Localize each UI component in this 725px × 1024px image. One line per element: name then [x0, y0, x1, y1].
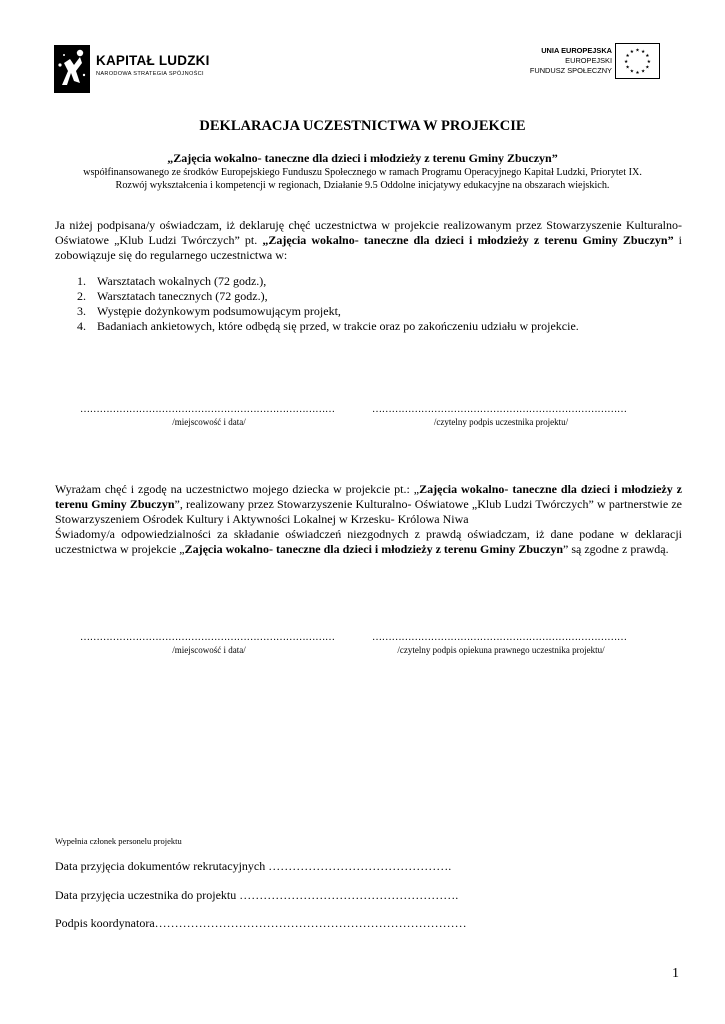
guardian-declaration	[55, 482, 682, 557]
svg-text:★: ★	[645, 54, 650, 60]
place-date-field[interactable]: ……………………………………………………………………	[80, 404, 335, 415]
place-date-field-2[interactable]: ……………………………………………………………………	[80, 632, 335, 643]
eu-logo-text	[530, 46, 612, 76]
list-item-number: 4.	[77, 319, 86, 333]
participant-signature-caption: /czytelny podpis uczestnika projektu/	[433, 417, 569, 427]
list-item-number: 1.	[77, 274, 86, 288]
guardian-declaration-text-c: Świadomy/a odpowiedzialności za składanie oświadczeń niezgodnych z prawdą oświadczam, iż dane podane w deklaracji uczestnictwa w projekcie „	[55, 527, 682, 556]
svg-text:★: ★	[629, 50, 634, 56]
svg-text:★: ★	[635, 48, 640, 54]
list-item-number: 2.	[77, 289, 86, 303]
list-item	[77, 319, 579, 334]
cofinancing-line-2: Rozwój wykształcenia i kompetencji w regionach, Działanie 9.5 Oddolne inicjatywy edukacyjne na obszarach wiejskich.	[115, 180, 610, 191]
eu-logo	[512, 43, 660, 83]
list-item	[77, 274, 579, 289]
svg-text:★: ★	[629, 69, 634, 75]
cofinancing-note	[0, 166, 725, 192]
documents-receipt-date-field[interactable]: Data przyjęcia dokumentów rekrutacyjnych ……………………………………….	[55, 859, 452, 873]
participation-list	[77, 274, 579, 334]
list-item-text: Warsztatach wokalnych (72 godz.),	[97, 274, 267, 288]
document-title: DEKLARACJA UCZESTNICTWA W PROJEKCIE	[199, 118, 526, 134]
guardian-declaration-project-1: Zajęcia wokalno- taneczne dla dzieci i młodzieży z terenu Gminy Zbuczyn	[55, 482, 682, 511]
place-date-caption: /miejscowość i data/	[172, 417, 246, 427]
participant-declaration	[55, 218, 682, 263]
svg-text:★: ★	[641, 50, 646, 56]
cofinancing-line-1: współfinansowanego ze środków Europejskiego Funduszu Społecznego w ramach Programu Operacyjnego Kapitał Ludzki, Priorytet IX.	[83, 167, 642, 178]
kapital-ludzki-subtitle: NARODOWA STRATEGIA SPÓJNOŚCI	[96, 71, 204, 77]
list-item-text: Badaniach ankietowych, które odbędą się przed, w trakcie oraz po zakończeniu udziału w projekcie.	[97, 319, 579, 333]
svg-text:★: ★	[641, 69, 646, 75]
svg-text:★: ★	[646, 59, 651, 65]
guardian-declaration-text-b: ”, realizowany przez Stowarzyszenie Kulturalno- Oświatowe „Klub Ludzi Twórczych” w partnerstwie ze Stowarzyszeniem Ośrodek Kultury i Aktywności Lokalnej w Krzesku- Królowa Niwa	[55, 497, 683, 526]
eu-logo-line2: EUROPEJSKI	[565, 56, 612, 65]
list-item	[77, 304, 579, 319]
list-item-text: Występie dożynkowym podsumowującym projekt,	[97, 304, 341, 318]
guardian-declaration-project-2: Zajęcia wokalno- taneczne dla dzieci i młodzieży z terenu Gminy Zbuczyn	[184, 542, 564, 556]
svg-text:★: ★	[645, 65, 650, 71]
project-title: „Zajęcia wokalno- taneczne dla dzieci i młodzieży z terenu Gminy Zbuczyn”	[167, 151, 558, 165]
participant-admission-date-field[interactable]: Data przyjęcia uczestnika do projektu ……………………………………………….	[55, 888, 459, 902]
eu-logo-line3: FUNDUSZ SPOŁECZNY	[529, 66, 612, 75]
list-item-text: Warsztatach tanecznych (72 godz.),	[97, 289, 268, 303]
eu-flag-icon	[615, 43, 660, 79]
svg-text:★: ★	[625, 54, 630, 60]
coordinator-signature-field[interactable]: Podpis koordynatora……………………………………………………………………	[55, 916, 467, 930]
guardian-signature-field[interactable]: ……………………………………………………………………	[372, 632, 627, 643]
participant-declaration-text-b: i zobowiązuje się do regularnego uczestnictwa w:	[55, 233, 682, 262]
svg-text:★: ★	[624, 59, 629, 65]
eu-logo-line1: UNIA EUROPEJSKA	[541, 46, 612, 55]
list-item	[77, 289, 579, 304]
svg-text:★: ★	[625, 65, 630, 71]
guardian-declaration-text-d: ” są zgodne z prawdą.	[563, 542, 669, 556]
participant-declaration-text-a: Ja niżej podpisana/y oświadczam, iż deklaruję chęć uczestnictwa w projekcie realizowanym przez Stowarzyszenie Kulturalno- Oświatowe „Klub Ludzi Twórczych” pt.	[55, 218, 682, 247]
staff-section-note: Wypełnia członek personelu projektu	[55, 836, 182, 846]
guardian-declaration-text-a: Wyrażam chęć i zgodę na uczestnictwo mojego dziecka w projekcie pt.: „	[55, 482, 420, 496]
kapital-ludzki-title: KAPITAŁ LUDZKI	[96, 53, 210, 68]
guardian-signature-caption: /czytelny podpis opiekuna prawnego uczestnika projektu/	[397, 645, 605, 655]
kapital-ludzki-logo-icon	[54, 45, 90, 93]
participant-declaration-project: „Zajęcia wokalno- taneczne dla dzieci i młodzieży z terenu Gminy Zbuczyn”	[262, 233, 674, 247]
page-number: 1	[672, 966, 679, 981]
svg-text:★: ★	[635, 71, 640, 77]
place-date-caption-2: /miejscowość i data/	[172, 645, 246, 655]
participant-signature-field[interactable]: ……………………………………………………………………	[372, 404, 627, 415]
list-item-number: 3.	[77, 304, 86, 318]
kapital-ludzki-logo	[54, 45, 224, 97]
